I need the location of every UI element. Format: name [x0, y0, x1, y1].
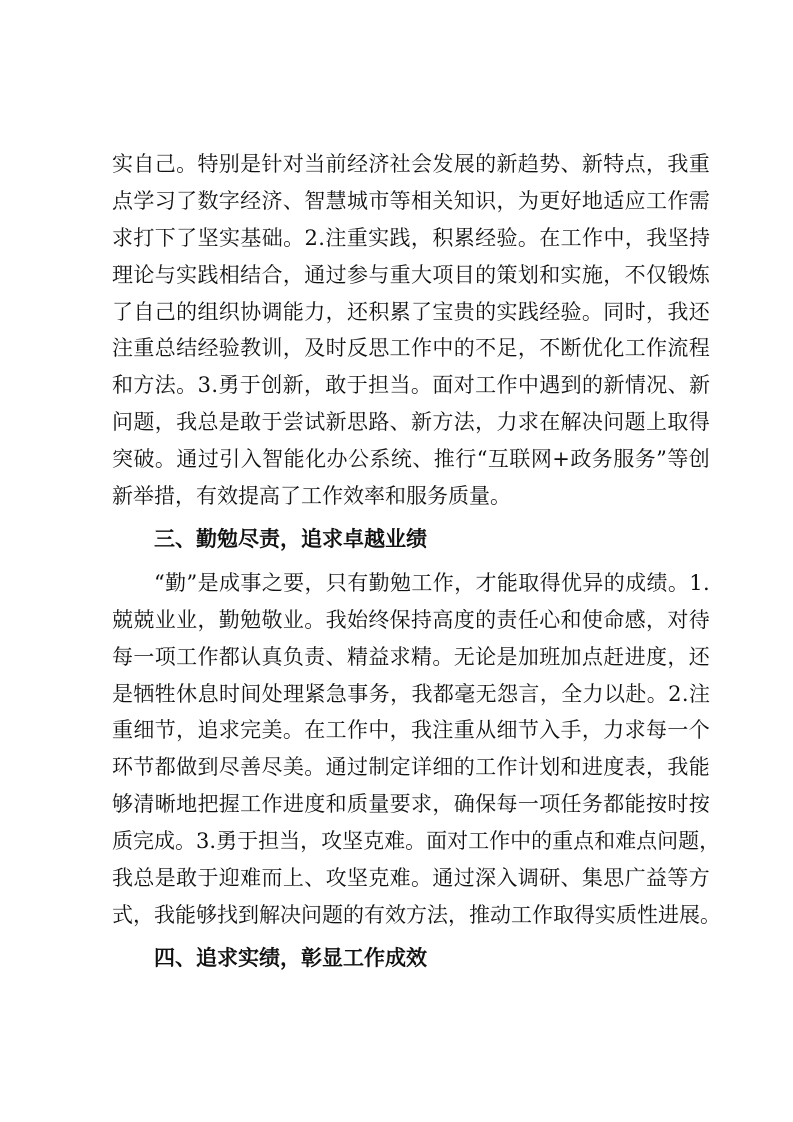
text-line: 式 ， 我 能 够 找 到 解 决 问 题 的 有 效 方 法 ， 推 动 工 作 取 得 实 质 性 进 展 。 [112, 902, 721, 927]
paragraph-learning-practice [112, 146, 710, 515]
text-line: 点 学 习 了 数 字 经 济 、 智 慧 城 市 等 相 关 知 识 ， 为 更 好 地 适 应 工 作 需 [112, 188, 710, 213]
text-line: 理 论 与 实 践 相 结 合 ， 通 过 参 与 重 大 项 目 的 策 划 和 实 施 ， 不 仅 锻 炼 [112, 262, 710, 287]
text-line: “ 勤 ” 是 成 事 之 要 ， 只 有 勤 勉 工 作 ， 才 能 取 得 优 异 的 成 绩 。 1 . [154, 570, 710, 595]
section-heading-3: 三、勤勉尽责，追求卓越业绩 [154, 526, 427, 551]
text-line: 每 一 项 工 作 都 认 真 负 责 、 精 益 求 精 。 无 论 是 加 班 加 点 赶 进 度 ， 还 [112, 644, 710, 669]
text-line: 了 自 己 的 组 织 协 调 能 力 ， 还 积 累 了 宝 贵 的 实 践 经 验 。 同 时 ， 我 还 [112, 299, 710, 324]
text-line: 求 打 下 了 坚 实 基 础 。 2 . 注 重 实 践 ， 积 累 经 验 。 在 工 作 中 ， 我 坚 持 [112, 225, 710, 250]
text-line: 突 破 。 通 过 引 入 智 能 化 办 公 系 统 、 推 行 “ 互 联 网 + 政 务 服 务 ” 等 创 [112, 447, 710, 472]
text-line: 重 细 节 ， 追 求 完 美 。 在 工 作 中 ， 我 注 重 从 细 节 入 手 ， 力 求 每 一 个 [112, 718, 710, 743]
text-line: 实 自 己 。 特 别 是 针 对 当 前 经 济 社 会 发 展 的 新 趋 势 、 新 特 点 ， 我 重 [112, 152, 710, 176]
text-line: 和 方 法 。 3 . 勇 于 创 新 ， 敢 于 担 当 。 面 对 工 作 中 遇 到 的 新 情 况 、 新 [112, 373, 710, 398]
text-line: 够 清 晰 地 把 握 工 作 进 度 和 质 量 要 求 ， 确 保 每 一 项 任 务 都 能 按 时 按 [112, 792, 710, 817]
paragraph-diligence [112, 565, 721, 934]
text-line: 注 重 总 结 经 验 教 训 ， 及 时 反 思 工 作 中 的 不 足 ， 不 断 优 化 工 作 流 程 [112, 336, 710, 361]
text-line: 新举措，有效提高了工作效率和服务质量。 [112, 484, 511, 509]
document-page [112, 146, 721, 984]
section-heading-4: 四、追求实绩，彰显工作成效 [154, 945, 427, 970]
text-line: 我 总 是 敢 于 迎 难 而 上 、 攻 坚 克 难 。 通 过 深 入 调 研 、 集 思 广 益 等 方 [112, 866, 710, 891]
text-line: 质 完 成 。 3 . 勇 于 担 当 ， 攻 坚 克 难 。 面 对 工 作 中 的 重 点 和 难 点 问 题 ， [112, 829, 721, 854]
text-line: 兢 兢 业 业 ， 勤 勉 敬 业 。 我 始 终 保 持 高 度 的 责 任 心 和 使 命 感 ， 对 待 [112, 607, 710, 632]
text-line: 环 节 都 做 到 尽 善 尽 美 。 通 过 制 定 详 细 的 工 作 计 划 和 进 度 表 ， 我 能 [112, 755, 710, 780]
text-line: 是 牺 牲 休 息 时 间 处 理 紧 急 事 务 ， 我 都 毫 无 怨 言 ， 全 力 以 赴 。 2 . 注 [112, 681, 710, 706]
text-line: 问 题 ， 我 总 是 敢 于 尝 试 新 思 路 、 新 方 法 ， 力 求 在 解 决 问 题 上 取 得 [112, 410, 710, 435]
